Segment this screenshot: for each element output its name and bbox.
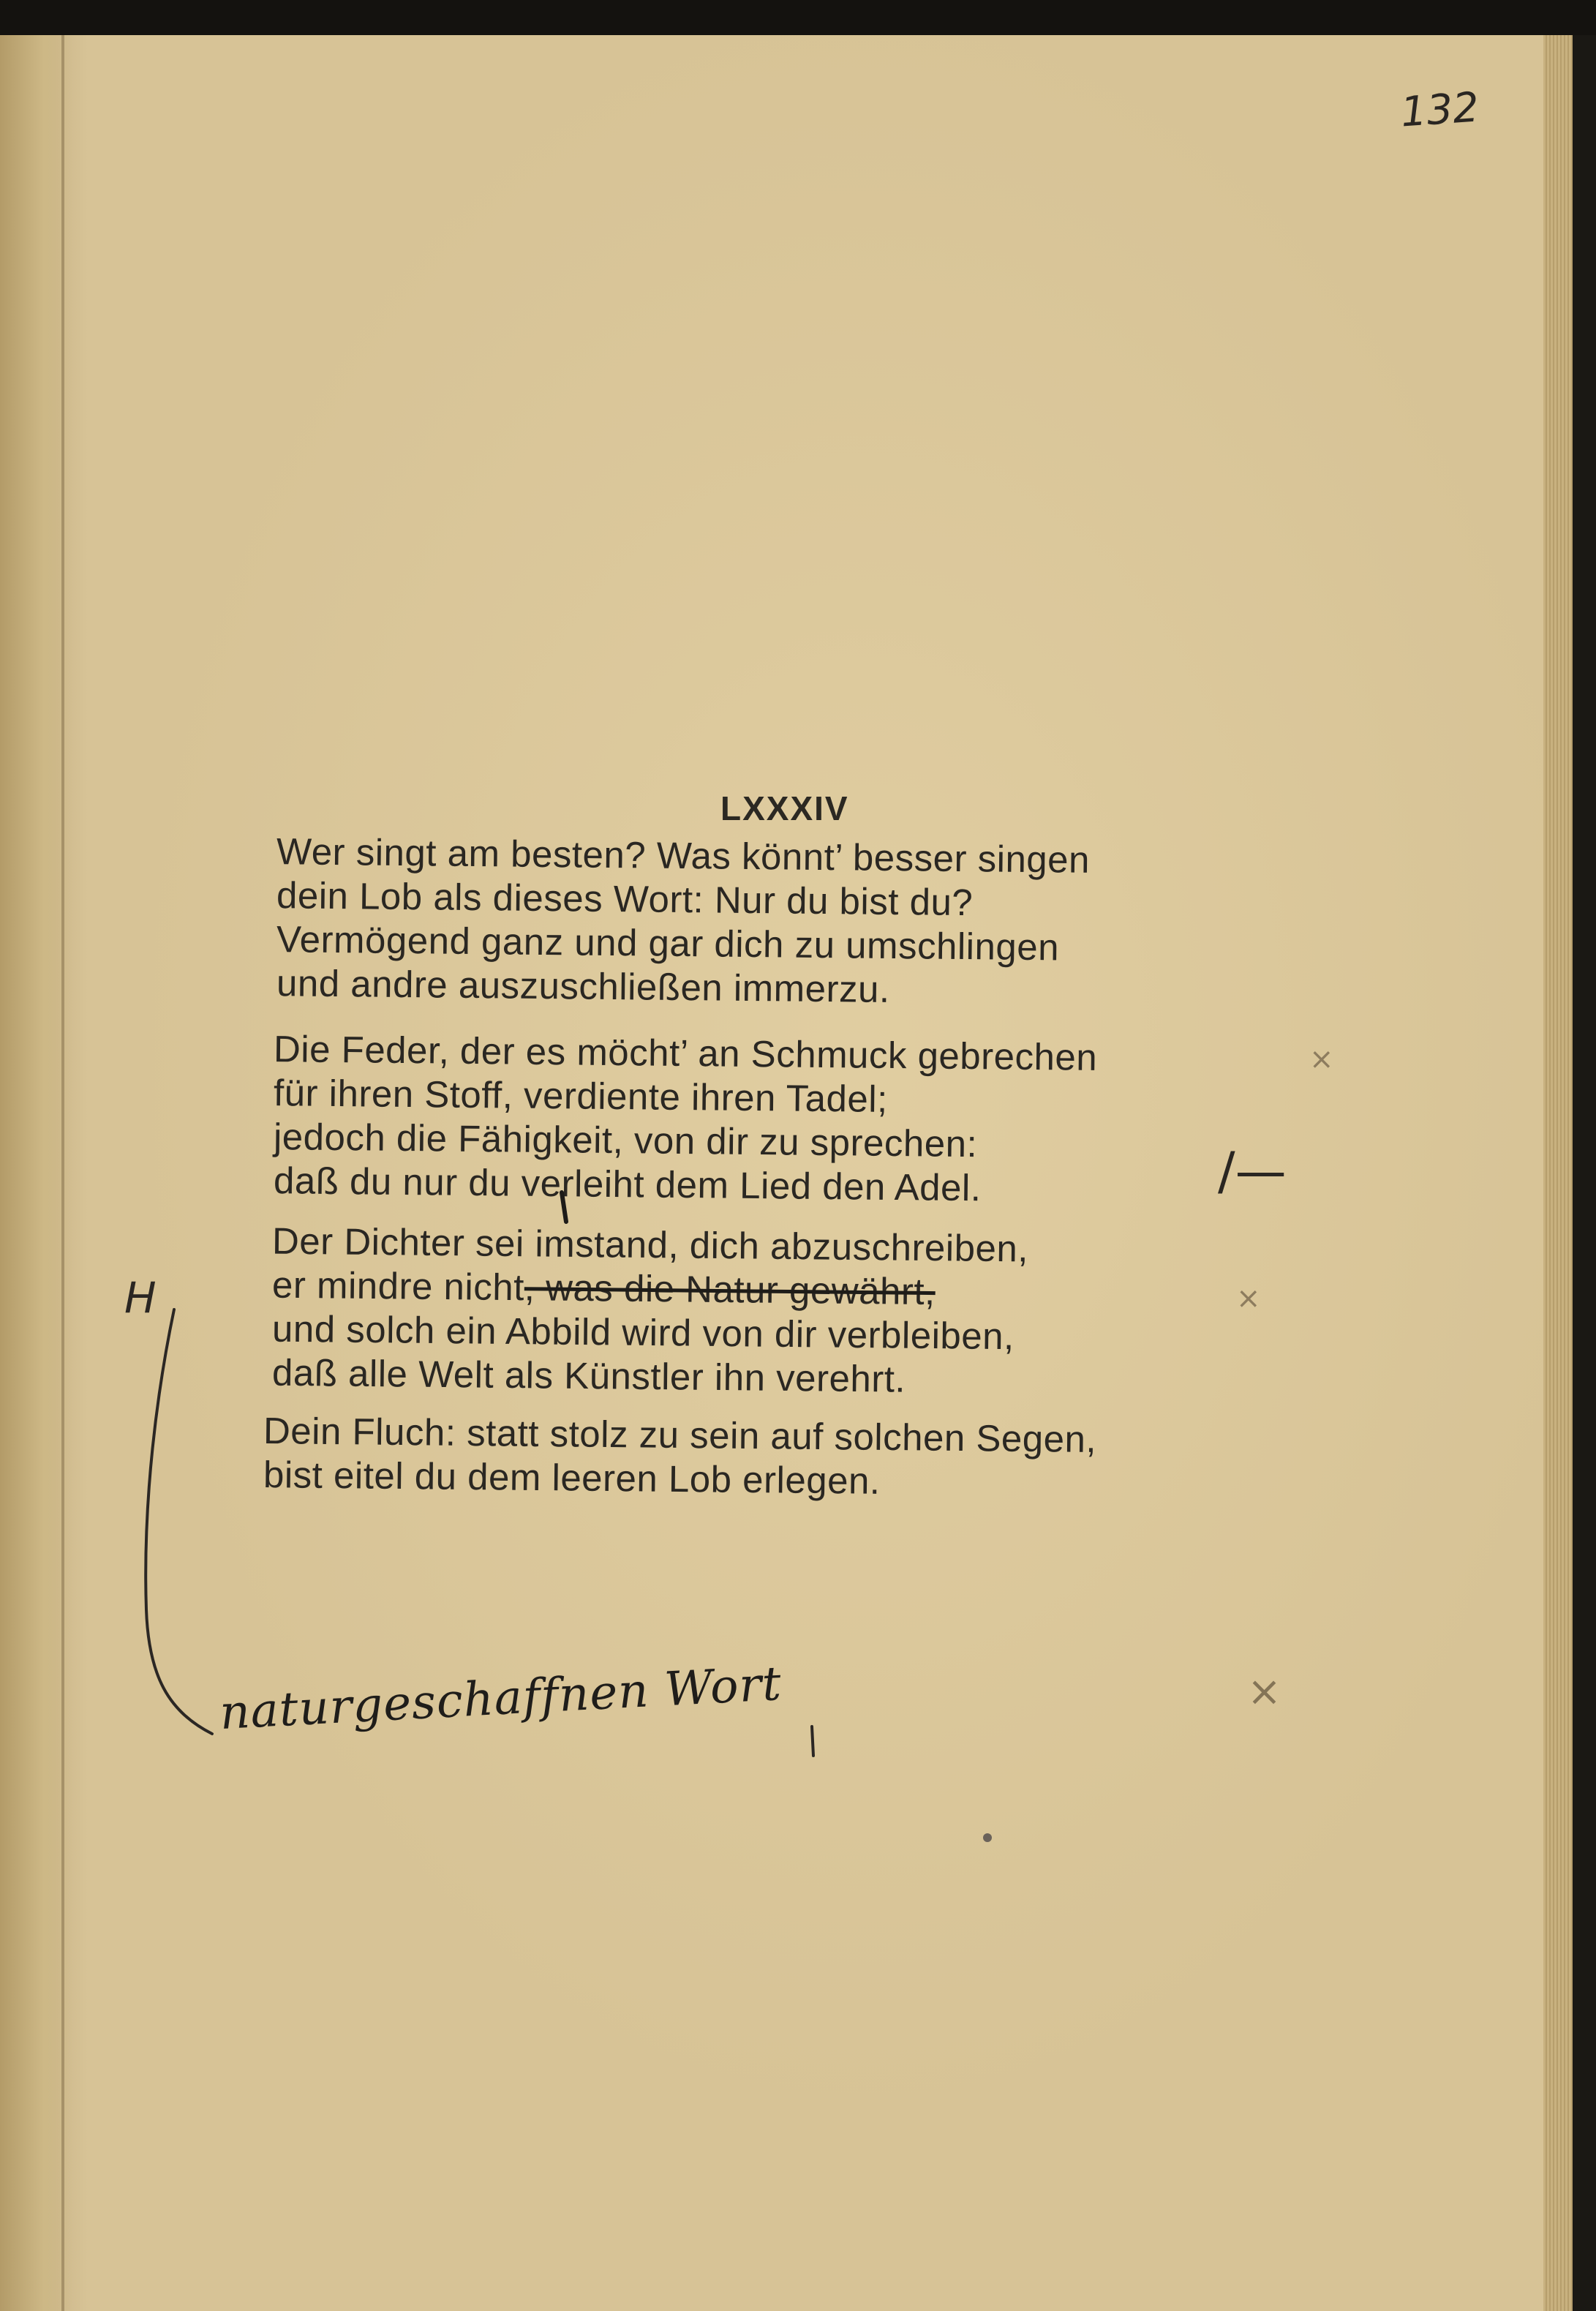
margin-x-mark: × [1309, 1042, 1334, 1076]
poem-line-text: er mindre nicht [271, 1263, 525, 1309]
struck-text: , was die Natur gewährt, [524, 1266, 936, 1313]
poem-line: und andre auszuschließen immerzu. [276, 962, 890, 1010]
poem-line: dein Lob als dieses Wort: Nur du bist du? [276, 874, 974, 924]
poem-line: für ihren Stoff, verdiente ihren Tadel; [273, 1072, 889, 1120]
handwritten-insert: naturgeschaffnen Wort [218, 1656, 783, 1741]
poem-line: jedoch die Fähigkeit, von dir zu sprechen: [273, 1116, 978, 1165]
poem-line: Vermögend ganz und gar dich zu umschlingen [276, 918, 1060, 969]
poem-line: daß du nur du verleiht dem Lied den Adel. [273, 1160, 982, 1209]
poem-line: und solch ein Abbild wird von dir verbleiben, [271, 1307, 1015, 1358]
poem-line: Dein Fluch: statt stolz zu sein auf solchen Segen, [263, 1410, 1097, 1460]
poem-line: daß alle Welt als Künstler ihn verehrt. [271, 1351, 906, 1400]
margin-x-mark: × [1247, 1668, 1281, 1716]
margin-x-mark: × [1236, 1282, 1261, 1315]
poem-line: bist eitel du dem leeren Lob erlegen. [263, 1454, 881, 1502]
poem-line: Der Dichter sei imstand, dich abzuschreiben, [271, 1220, 1029, 1270]
page-number: 132 [1399, 83, 1481, 137]
poem-line: Wer singt am besten? Was könnt’ besser singen [276, 830, 1091, 881]
poem-title: LXXXIV [720, 789, 849, 827]
poem-line: Die Feder, der es möcht’ an Schmuck gebrechen [273, 1028, 1098, 1078]
margin-mark-h: H [124, 1273, 157, 1323]
margin-mark-slash: /— [1218, 1141, 1287, 1201]
